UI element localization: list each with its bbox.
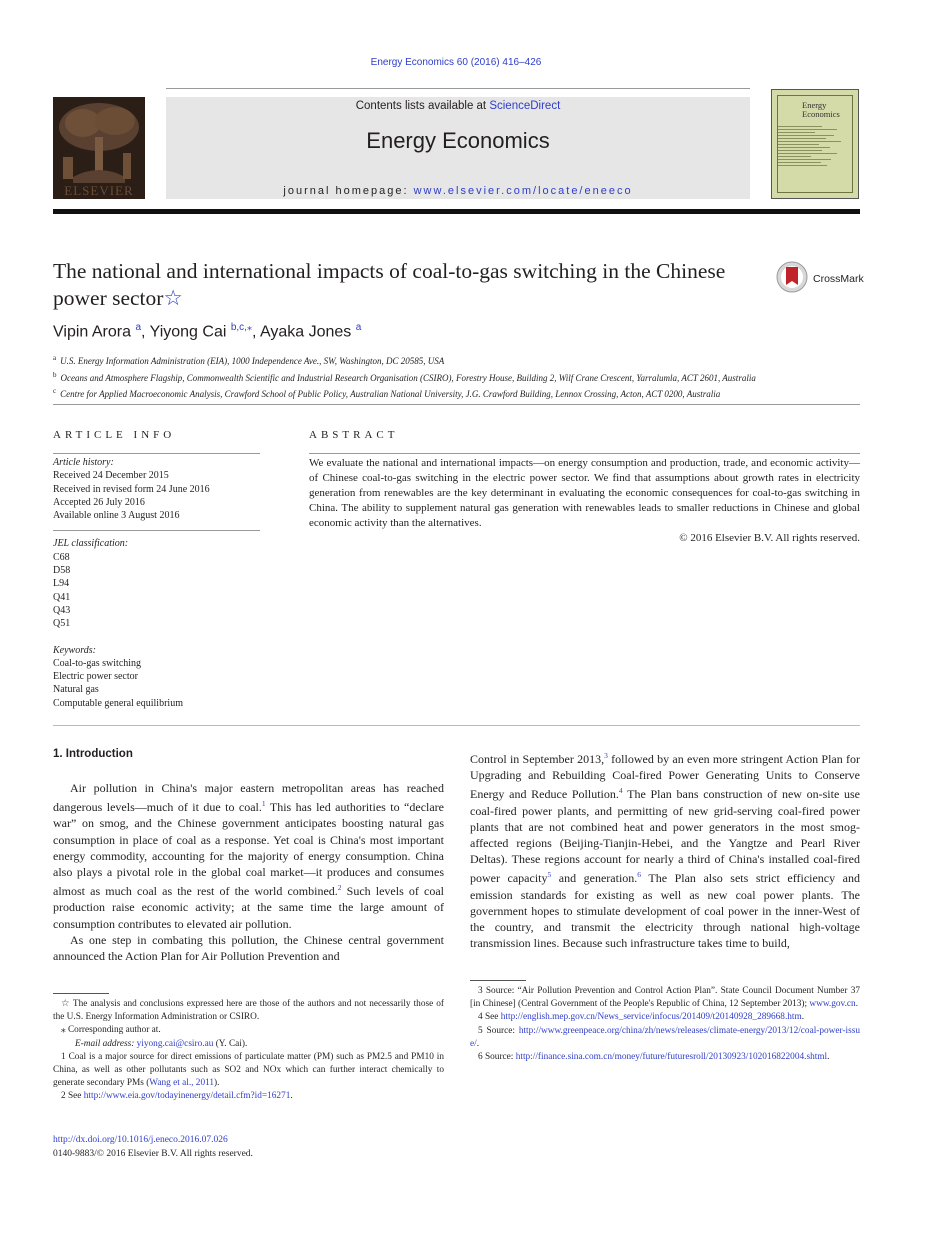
article-info-heading: ARTICLE INFO: [53, 429, 176, 441]
doi-link[interactable]: http://dx.doi.org/10.1016/j.eneco.2016.07.026: [53, 1135, 228, 1145]
divider: [53, 453, 260, 454]
homepage-line: [166, 185, 750, 197]
author-affil-sup[interactable]: a: [135, 322, 141, 333]
author-name: Yiyong Cai: [149, 323, 227, 341]
article-title-text: The national and international impacts of coal-to-gas switching in the Chinese power sector: [53, 259, 726, 310]
paragraph: As one step in combating this pollution, the Chinese central government announced the Action Plan for Air Pollution Prevention and: [53, 932, 444, 964]
homepage-link[interactable]: www.elsevier.com/locate/eneeco: [413, 185, 633, 197]
article-info: [53, 456, 260, 710]
footnote-rule: [53, 993, 109, 994]
footnotes-left: [53, 998, 444, 1104]
abstract: [309, 456, 860, 546]
footnote-ref[interactable]: 1: [261, 799, 266, 809]
footnote-email: E-mail address: yiyong.cai@csiro.au (Y. Cai).: [75, 1038, 248, 1049]
article-title: [53, 258, 753, 312]
journal-reference[interactable]: Energy Economics 60 (2016) 416–426: [370, 57, 542, 68]
crossmark-badge[interactable]: [776, 261, 866, 293]
crossmark-label: CrossMark: [813, 273, 864, 285]
journal-cover: [771, 89, 859, 199]
elsevier-logo: [53, 97, 145, 199]
footnote-ref[interactable]: 2: [337, 883, 342, 893]
author-list: Vipin Arora $^a$, Yiyong Cai $^{b,c,⁎}$, Ayaka Jones $^a$: [53, 322, 362, 341]
paragraph: Control in September 2013,$^3$ followed by an even more stringent Action Plan for Upgrading and Rebuilding Coal-fired Power Generating Units to Conserve Energy and Reduce Pollution.$^4$ The Plan bans construction of new on-site use coal-fired power plants, and permitting of new grid-serving coal-fired power plants that are not combined heat and power generators in the most smog-affected regions (Beijing-Tianjin-Hebei, and the Yangtze and Pearl River Deltas). These regions account for nearly a third of China's installed coal-fired power capacity$^5$ and generation.$^6$ The Plan also sets strict efficiency and emission standards for existing as well as new coal power plants. The government hopes to stimulate development of coal power in the inner-West of the country, and transmit the electricity through national high-voltage transmission lines. Because such infrastructure takes time to build,: [470, 751, 861, 951]
footnote: 4 See http://english.mep.gov.cn/News_service/infocus/201409/t20140928_289668.htm.: [478, 1012, 805, 1023]
journal-banner: [166, 97, 750, 199]
divider: [53, 725, 860, 726]
crossmark-icon: [776, 261, 810, 295]
jel-code: L94: [53, 578, 70, 590]
affiliations: [53, 352, 863, 402]
keyword: Electric power sector: [53, 671, 138, 683]
contents-line: [166, 100, 750, 112]
bottom-identifiers: [53, 1134, 253, 1161]
history-item: Received in revised form 24 June 2016: [53, 483, 210, 495]
author-name: Vipin Arora: [53, 323, 131, 341]
keyword: Computable general equilibrium: [53, 697, 183, 709]
footnote-ref[interactable]: 6: [637, 870, 642, 880]
footnote: ☆ The analysis and conclusions expressed here are those of the authors and not necessarily those of the U.S. Energy Information Administration or CSIRO.: [53, 999, 444, 1023]
history-item: Available online 3 August 2016: [53, 510, 180, 522]
body-right-column: [470, 748, 860, 951]
footnote: 1 Coal is a major source for direct emissions of particulate matter (PM) such as PM2.5 and PM10 in China, as well as other pollutants such as SO2 and NOx which can further interact chemically to generate secondary PMs (Wang et al., 2011).: [53, 1051, 444, 1089]
footnote-ref[interactable]: 4: [618, 786, 623, 796]
footnote-rule: [470, 980, 526, 981]
citation-link[interactable]: Wang et al., 2011: [149, 1078, 215, 1089]
affiliation-item: $^a$ U.S. Energy Information Administration (EIA), 1000 Independence Ave., SW, Washington, DC 20585, USA: [53, 354, 445, 366]
issn-copyright: 0140-9883/© 2016 Elsevier B.V. All rights reserved.: [53, 1148, 253, 1159]
url-link[interactable]: http://finance.sina.com.cn/money/future/futuresroll/20130923/102016822004.shtml: [515, 1052, 828, 1063]
header-thick-rule: [53, 209, 860, 214]
author-name: Ayaka Jones: [259, 323, 352, 341]
journal-name: Energy Economics: [366, 128, 550, 153]
history-item: Accepted 26 July 2016: [53, 496, 145, 508]
elsevier-wordmark: ELSEVIER: [64, 183, 134, 198]
history-title: Article history:: [53, 457, 114, 468]
footnote: 5 Source: http://www.greenpeace.org/china/zh/news/releases/climate-energy/2013/12/coal-power-issue/.: [470, 1025, 860, 1049]
jel-code: Q41: [53, 591, 71, 603]
footnote: 2 See http://www.eia.gov/todayinenergy/detail.cfm?id=16271.: [61, 1091, 293, 1102]
history-item: Received 24 December 2015: [53, 470, 169, 482]
divider: [53, 530, 260, 531]
author-affil-sup[interactable]: a: [355, 322, 362, 333]
abstract-text: We evaluate the national and international impacts—on energy consumption and production, trade, and economic activity—of Chinese coal-to-gas switching in the electric power sector. We find that assumptions about growth rates in electricity generation from renewables are the key determinant in evaluating the economic consequences for coal-to-gas switching in China. The ability to supplement natural gas generation with renewables leads to smaller reductions in Chinese and global economic activity than the alternatives.: [309, 457, 860, 529]
cover-contents-lines: [778, 124, 852, 168]
url-link[interactable]: http://english.mep.gov.cn/News_service/infocus/201409/t20140928_289668.htm: [500, 1012, 802, 1023]
jel-code: D58: [53, 565, 71, 577]
url-link[interactable]: http://www.eia.gov/todayinenergy/detail.cfm?id=16271: [83, 1091, 291, 1102]
paragraph: Air pollution in China's major eastern metropolitan areas has reached dangerous levels—much of it due to coal.$^1$ This has led authorities to “declare war” on smog, and the Chinese government anticipates boosting natural gas consumption in place of coal as a response. Yet coal is China's most important energy commodity, accounting for the majority of energy consumption. China also plays a pivotal role in the global coal market—it produces and consumes almost as much coal as the rest of the world combined.$^2$ Such levels of coal production raise economic activity; at the same time the large amount of consumption contributes to elevated air pollution.: [53, 781, 444, 931]
footnote-ref[interactable]: 5: [547, 870, 552, 880]
contents-prefix: Contents lists available at: [355, 100, 487, 112]
affiliation-item: $^c$ Centre for Applied Macroeconomic Analysis, Crawford School of Public Policy, Australian National University, J.G. Crawford Building, Lennox Crossing, Acton, ACT 0200, Australia: [53, 387, 721, 399]
title-footnote-star[interactable]: ☆: [163, 286, 183, 310]
divider: [309, 453, 860, 454]
keyword: Coal-to-gas switching: [53, 657, 142, 669]
footnotes-right: [470, 985, 860, 1064]
footnote: 6 Source: http://finance.sina.com.cn/money/future/futuresroll/20130923/102016822004.shtml.: [478, 1052, 830, 1063]
email-link[interactable]: yiyong.cai@csiro.au: [136, 1038, 214, 1049]
jel-code: Q43: [53, 604, 71, 616]
author-affil-sup[interactable]: b,c,⁎: [230, 322, 252, 333]
jel-code: C68: [53, 551, 70, 563]
jel-code: Q51: [53, 618, 71, 630]
sciencedirect-link[interactable]: ScienceDirect: [489, 100, 561, 112]
url-link[interactable]: http://www.greenpeace.org/china/zh/news/releases/climate-energy/2013/12/coal-power-issue/: [470, 1025, 860, 1049]
divider: [53, 404, 860, 405]
body-left-column: [53, 780, 444, 964]
header-rule: [166, 88, 750, 89]
url-link[interactable]: www.gov.cn: [809, 999, 856, 1010]
jel-title: JEL classification:: [53, 538, 129, 550]
footnote-ref[interactable]: 3: [604, 751, 608, 760]
homepage-prefix: journal homepage:: [283, 185, 409, 197]
keywords-title: Keywords:: [53, 644, 96, 656]
cover-title: Energy Economics: [802, 100, 840, 119]
affiliation-item: $^b$ Oceans and Atmosphere Flagship, Commonwealth Scientific and Industrial Research Organisation (CSIRO), Forestry House, Building 2, Wilf Crane Crescent, Yarralumla, ACT 2601, Australia: [53, 370, 756, 383]
abstract-heading: ABSTRACT: [309, 429, 399, 441]
keyword: Natural gas: [53, 684, 99, 696]
footnote: ⁎ Corresponding author at.: [61, 1025, 161, 1036]
footnote: 3 Source: “Air Pollution Prevention and Control Action Plan”. State Council Document Number 37 [in Chinese] (Central Government of the People's Republic of China, 12 September 2013); www.gov.cn.: [470, 986, 860, 1010]
section-heading: 1. Introduction: [53, 748, 133, 760]
abstract-copyright: © 2016 Elsevier B.V. All rights reserved.: [679, 532, 860, 544]
